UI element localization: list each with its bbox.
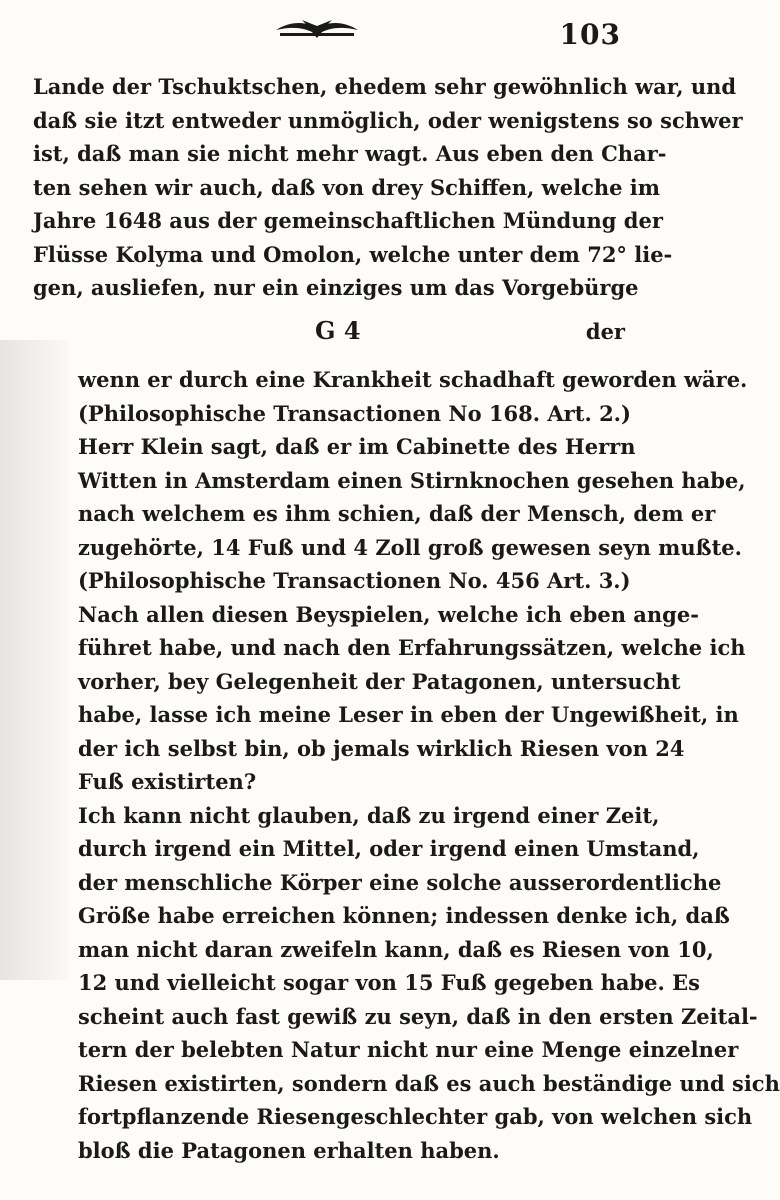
signature-row [33, 316, 625, 350]
text-line: der ich selbst bin, ob jemals wirklich Riesen von 24 [78, 735, 685, 761]
text-line: führet habe, und nach den Erfahrungssätzen, welche ich [78, 635, 746, 660]
text-line: daß sie itzt entweder unmöglich, oder wenigstens so schwer [33, 107, 743, 133]
text-line: der menschliche Körper eine solche ausserordentliche [78, 869, 722, 895]
text-line: tern der belebten Natur nicht nur eine Menge einzelner [78, 1037, 739, 1062]
text-line: (Philosophische Transactionen No. 456 Art. 3.) [78, 568, 631, 593]
text-line: wenn er durch eine Krankheit schadhaft geworden wäre. [78, 367, 748, 392]
body-text-lower [78, 363, 780, 1167]
text-line: Größe habe erreichen können; indessen denke ich, daß [78, 903, 730, 928]
text-line: durch irgend ein Mittel, oder irgend einen Umstand, [78, 836, 700, 861]
catchword: der [585, 319, 625, 344]
ornament-icon [272, 16, 362, 44]
text-line: zugehörte, 14 Fuß und 4 Zoll groß gewesen seyn mußte. [78, 534, 742, 560]
text-line: ten sehen wir auch, daß von drey Schiffen, welche im [33, 174, 661, 200]
text-line: gen, ausliefen, nur ein einziges um das Vorgebürge [33, 275, 639, 300]
text-line: scheint auch fast gewiß zu seyn, daß in den ersten Zeital- [78, 1003, 758, 1029]
text-line: Fuß existirten? [78, 769, 257, 794]
bleed-through-shadow [0, 340, 70, 980]
printer-signature: G 4 [315, 316, 361, 345]
body-text-upper [33, 70, 743, 305]
text-line: ist, daß man sie nicht mehr wagt. Aus eben den Char- [33, 141, 667, 166]
text-line: bloß die Patagonen erhalten haben. [78, 1137, 500, 1163]
text-line: Jahre 1648 aus der gemeinschaftlichen Mündung der [33, 208, 663, 233]
text-line: Riesen existirten, sondern daß es auch beständige und sich [78, 1070, 780, 1096]
text-line: habe, lasse ich meine Leser in eben der Ungewißheit, in [78, 702, 739, 727]
text-line: Herr Klein sagt, daß er im Cabinette des Herrn [78, 434, 636, 459]
text-line: Ich kann nicht glauben, daß zu irgend einer Zeit, [78, 802, 660, 828]
text-line: (Philosophische Transactionen No 168. Art. 2.) [78, 400, 631, 426]
text-line: Nach allen diesen Beyspielen, welche ich eben ange- [78, 601, 699, 627]
text-line: Witten in Amsterdam einen Stirnknochen gesehen habe, [78, 467, 746, 493]
text-line: nach welchem es ihm schien, daß der Mensch, dem er [78, 501, 716, 526]
text-line: fortpflanzende Riesengeschlechter gab, von welchen sich [78, 1104, 753, 1129]
page-header [0, 10, 651, 50]
text-line: 12 und vielleicht sogar von 15 Fuß gegeben habe. Es [78, 970, 700, 995]
text-line: Flüsse Kolyma und Omolon, welche unter dem 72° lie- [33, 241, 673, 267]
text-line: Lande der Tschuktschen, ehedem sehr gewöhnlich war, und [33, 74, 737, 99]
text-line: man nicht daran zweifeln kann, daß es Riesen von 10, [78, 936, 714, 962]
page-number: 103 [559, 18, 621, 51]
text-line: vorher, bey Gelegenheit der Patagonen, untersucht [78, 668, 681, 694]
